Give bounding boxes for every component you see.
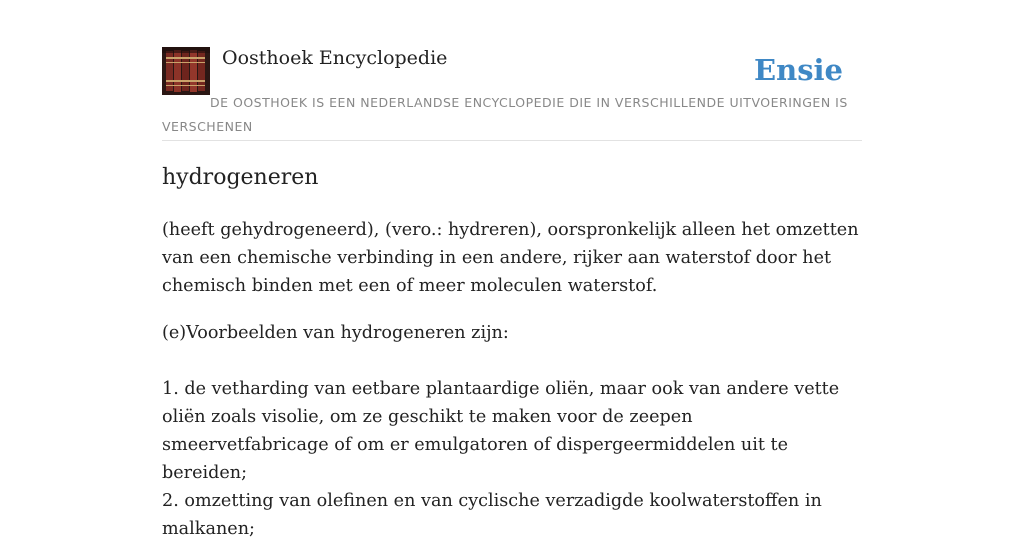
encyclopedia-books-icon[interactable] xyxy=(162,47,210,95)
site-tagline: DE OOSTHOEK IS EEN NEDERLANDSE ENCYCLOPEDIE DIE IN VERSCHILLENDE UITVOERINGEN IS VERSCHENEN xyxy=(162,95,848,134)
article-paragraph: (e)Voorbeelden van hydrogeneren zijn: xyxy=(162,323,509,343)
paragraph-spacer xyxy=(162,347,862,375)
article-paragraph: (heeft gehydrogeneerd), (vero.: hydreren), oorspronkelijk alleen het omzetten van een chemische verbinding in een andere, rijker aan waterstof door het chemisch binden met een of meer moleculen waterstof. xyxy=(162,220,859,296)
list-item: 1. de vetharding van eetbare plantaardige oliën, maar ook van andere vette oliën zoals visolie, om ze geschikt te maken voor de zeepen smeervetfabricage of om er emulgatoren of dispergeermiddelen uit te bereiden; xyxy=(162,379,840,483)
list-item: 2. omzetting van olefinen en van cyclische verzadigde koolwaterstoffen in malkanen; xyxy=(162,491,822,539)
site-name[interactable]: Oosthoek Encyclopedie xyxy=(222,47,448,69)
article-body xyxy=(162,216,862,543)
site-header xyxy=(162,46,862,141)
brand-logo[interactable]: Ensie xyxy=(754,53,843,87)
page-title: hydrogeneren xyxy=(162,165,319,190)
